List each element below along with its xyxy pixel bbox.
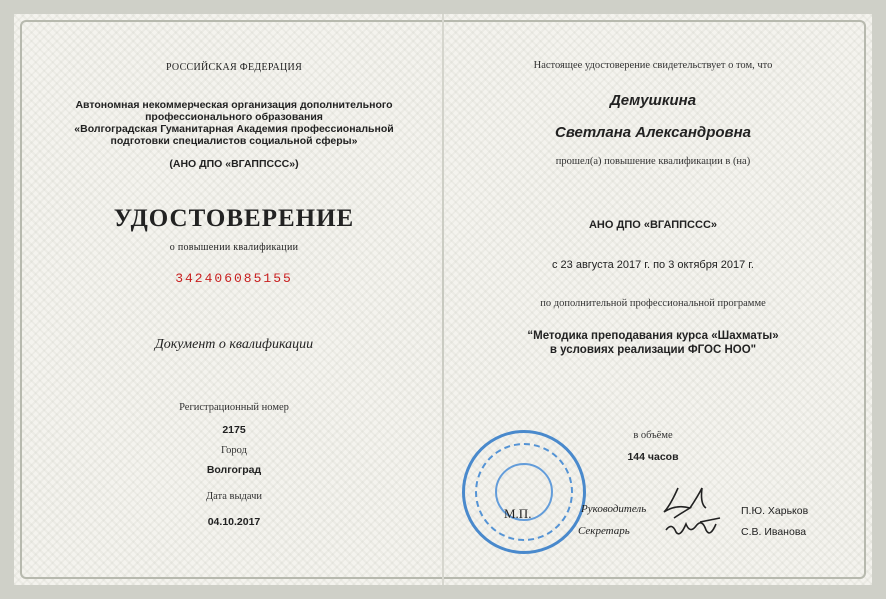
page-divider [442,14,444,585]
registration-number: 2175 [222,424,246,436]
secretary-label: Секретарь [578,525,630,537]
issue-date-value: 04.10.2017 [207,516,261,528]
org-line: подготовки специалистов социальной сферы» [110,135,358,147]
volume-value: 144 часов [627,451,679,463]
seal-stamp [462,430,586,554]
serial-number: 342406085155 [175,271,293,286]
head-label: Руководитель [581,503,647,515]
org-line: «Волгоградская Гуманитарная Академия профессиональной [74,123,394,135]
city-value: Волгоград [206,464,262,476]
country-heading: РОССИЙСКАЯ ФЕДЕРАЦИЯ [165,62,303,73]
organization-name [30,99,438,147]
document-subtitle: о повышении квалификации [169,242,299,253]
left-page [30,0,438,599]
mp-label: М.П. [504,506,532,521]
program-title [450,329,856,357]
study-period: с 23 августа 2017 г. по 3 октября 2017 г. [551,259,754,271]
secretary-name: С.В. Иванова [741,526,807,538]
city-label: Город [221,445,247,456]
organization-abbreviation: (АНО ДПО «ВГАППССС») [169,158,299,170]
holder-given-names: Светлана Александровна [555,124,751,141]
document-type: Документ о квалификации [154,337,314,352]
issue-date-label: Дата выдачи [205,491,263,502]
holder-surname: Демушкина [609,92,697,109]
document-title: УДОСТОВЕРЕНИЕ [113,205,355,232]
head-name: П.Ю. Харьков [741,505,809,517]
institution-name: АНО ДПО «ВГАППССС» [588,219,718,231]
intro-text: Настоящее удостоверение свидетельствует о том, что [533,60,773,71]
head-signature [650,478,730,546]
org-line: профессионального образования [145,111,323,123]
program-line: “Методика преподавания курса «Шахматы» [527,330,779,342]
program-line: в условиях реализации ФГОС НОО" [549,344,757,356]
passed-text: прошел(а) повышение квалификации в (на) [555,156,751,167]
org-line: Автономная некоммерческая организация дополнительного [75,99,393,111]
volume-label: в объёме [633,430,673,441]
program-label: по дополнительной профессиональной программе [540,298,766,309]
registration-label: Регистрационный номер [179,402,289,413]
